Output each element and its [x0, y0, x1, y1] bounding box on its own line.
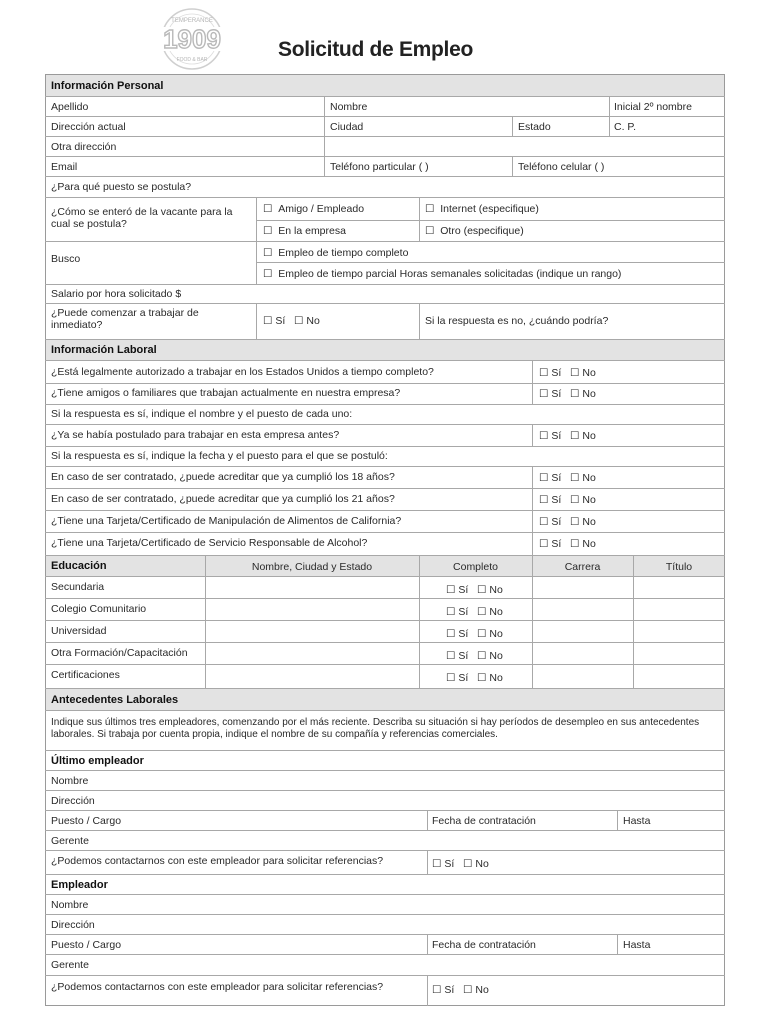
company-logo: [146, 5, 238, 73]
edu-completo-options[interactable]: ☐ Sí ☐ No: [446, 628, 503, 640]
email-field[interactable]: Email: [51, 161, 78, 173]
checkbox-otro[interactable]: ☐ Otro (especifique): [425, 225, 524, 237]
emp1-nombre-field[interactable]: Nombre: [51, 775, 89, 787]
svg-text:1909: 1909: [163, 24, 221, 54]
checkbox-tiempo-parcial[interactable]: ☐ Empleo de tiempo parcial Horas semanales solicitadas (indique un rango): [263, 268, 622, 280]
laboral-q3: ¿Ya se había postulado para trabajar en esta empresa antes?: [51, 429, 340, 441]
comenzar-label: ¿Puede comenzar a trabajar de inmediato?: [51, 307, 199, 331]
emp1-fecha-field[interactable]: Fecha de contratación: [432, 815, 536, 827]
emp1-gerente-field[interactable]: Gerente: [51, 835, 89, 847]
q2-options[interactable]: ☐ Sí ☐ No: [539, 388, 596, 400]
emp1-puesto-field[interactable]: Puesto / Cargo: [51, 815, 122, 827]
section-title-laboral: Información Laboral: [51, 344, 157, 356]
emp2-puesto-field[interactable]: Puesto / Cargo: [51, 939, 122, 951]
laboral-q4: En caso de ser contratado, ¿puede acreditar que ya cumplió los 18 años?: [51, 471, 395, 483]
otra-direccion-field[interactable]: Otra dirección: [51, 141, 117, 153]
edu-row-label: Colegio Comunitario: [51, 603, 147, 615]
emp2-contactar-options[interactable]: ☐ Sí ☐ No: [432, 984, 489, 996]
estado-field[interactable]: Estado: [518, 121, 551, 133]
emp1-direccion-field[interactable]: Dirección: [51, 795, 95, 807]
svg-text:FOOD & BAR: FOOD & BAR: [176, 57, 208, 63]
checkbox-amigo[interactable]: ☐ Amigo / Empleado: [263, 203, 365, 215]
cuando-field[interactable]: Si la respuesta es no, ¿cuándo podría?: [425, 315, 609, 327]
checkbox-tiempo-completo[interactable]: ☐ Empleo de tiempo completo: [263, 247, 409, 259]
q6-options[interactable]: ☐ Sí ☐ No: [539, 516, 596, 528]
laboral-q6: ¿Tiene una Tarjeta/Certificado de Manipulación de Alimentos de California?: [51, 515, 402, 527]
svg-text:TEMPERANCE: TEMPERANCE: [171, 18, 213, 24]
section-title-personal: Información Personal: [51, 80, 164, 92]
laboral-q7: ¿Tiene una Tarjeta/Certificado de Servicio Responsable de Alcohol?: [51, 537, 368, 549]
emp2-nombre-field[interactable]: Nombre: [51, 899, 89, 911]
col-nombre-header: Nombre, Ciudad y Estado: [251, 561, 373, 573]
edu-completo-options[interactable]: ☐ Sí ☐ No: [446, 584, 503, 596]
emp1-contactar-options[interactable]: ☐ Sí ☐ No: [432, 858, 489, 870]
checkbox-internet[interactable]: ☐ Internet (especifique): [425, 203, 539, 215]
q3-options[interactable]: ☐ Sí ☐ No: [539, 430, 596, 442]
emp2-direccion-field[interactable]: Dirección: [51, 919, 95, 931]
q5-options[interactable]: ☐ Sí ☐ No: [539, 494, 596, 506]
edu-row-label: Secundaria: [51, 581, 105, 593]
laboral-q2: ¿Tiene amigos o familiares que trabajan actualmente en nuestra empresa?: [51, 387, 401, 399]
col-completo-header: Completo: [453, 561, 498, 573]
emp1-hasta-field[interactable]: Hasta: [623, 815, 651, 827]
col-titulo-header: Título: [665, 561, 693, 573]
edu-row-label: Certificaciones: [51, 669, 120, 681]
ultimo-empleador-heading: Último empleador: [51, 755, 144, 767]
como-se-entero-label: ¿Cómo se enteró de la vacante para la cual se postula?: [51, 206, 233, 230]
cp-field[interactable]: C. P.: [614, 121, 636, 133]
tel-celular-field[interactable]: Teléfono celular ( ): [518, 161, 605, 173]
laboral-q5: En caso de ser contratado, ¿puede acreditar que ya cumplió los 21 años?: [51, 493, 395, 505]
section-title-educacion: Educación: [51, 560, 107, 572]
inicial-field[interactable]: Inicial 2º nombre: [614, 101, 692, 113]
antecedentes-intro: Indique sus últimos tres empleadores, comenzando por el más reciente. Describa su situación si hay períodos de desempleo en sus antecedentes laborales. Si trabaja por cuenta propia, indique el nombre de su compañía y referencias comerciales.: [51, 717, 700, 740]
col-carrera-header: Carrera: [564, 561, 601, 573]
q1-options[interactable]: ☐ Sí ☐ No: [539, 367, 596, 379]
edu-completo-options[interactable]: ☐ Sí ☐ No: [446, 672, 503, 684]
busco-label: Busco: [51, 253, 81, 265]
edu-row-label: Universidad: [51, 625, 107, 637]
salario-field[interactable]: Salario por hora solicitado $: [51, 288, 182, 300]
empleador-heading: Empleador: [51, 879, 108, 891]
q4-options[interactable]: ☐ Sí ☐ No: [539, 472, 596, 484]
laboral-q3-note[interactable]: Si la respuesta es sí, indique la fecha y el puesto para el que se postuló:: [51, 450, 388, 462]
apellido-field[interactable]: Apellido: [51, 101, 89, 113]
puesto-field[interactable]: ¿Para qué puesto se postula?: [51, 181, 192, 193]
emp2-hasta-field[interactable]: Hasta: [623, 939, 651, 951]
emp2-contactar-label: ¿Podemos contactarnos con este empleador para solicitar referencias?: [51, 981, 384, 993]
page-title: Solicitud de Empleo: [278, 38, 473, 61]
emp2-gerente-field[interactable]: Gerente: [51, 959, 89, 971]
direccion-actual-field[interactable]: Dirección actual: [51, 121, 126, 133]
laboral-q2-note[interactable]: Si la respuesta es sí, indique el nombre y el puesto de cada uno:: [51, 408, 353, 420]
tel-particular-field[interactable]: Teléfono particular ( ): [330, 161, 429, 173]
laboral-q1: ¿Está legalmente autorizado a trabajar en los Estados Unidos a tiempo completo?: [51, 366, 434, 378]
emp1-contactar-label: ¿Podemos contactarnos con este empleador para solicitar referencias?: [51, 855, 384, 867]
comenzar-options[interactable]: ☐ Sí ☐ No: [263, 315, 320, 327]
ciudad-field[interactable]: Ciudad: [330, 121, 364, 133]
nombre-field[interactable]: Nombre: [330, 101, 368, 113]
edu-completo-options[interactable]: ☐ Sí ☐ No: [446, 606, 503, 618]
q7-options[interactable]: ☐ Sí ☐ No: [539, 538, 596, 550]
edu-completo-options[interactable]: ☐ Sí ☐ No: [446, 650, 503, 662]
emp2-fecha-field[interactable]: Fecha de contratación: [432, 939, 536, 951]
checkbox-en-la-empresa[interactable]: ☐ En la empresa: [263, 225, 346, 237]
edu-row-label: Otra Formación/Capacitación: [51, 647, 188, 659]
section-title-antecedentes: Antecedentes Laborales: [51, 694, 179, 706]
